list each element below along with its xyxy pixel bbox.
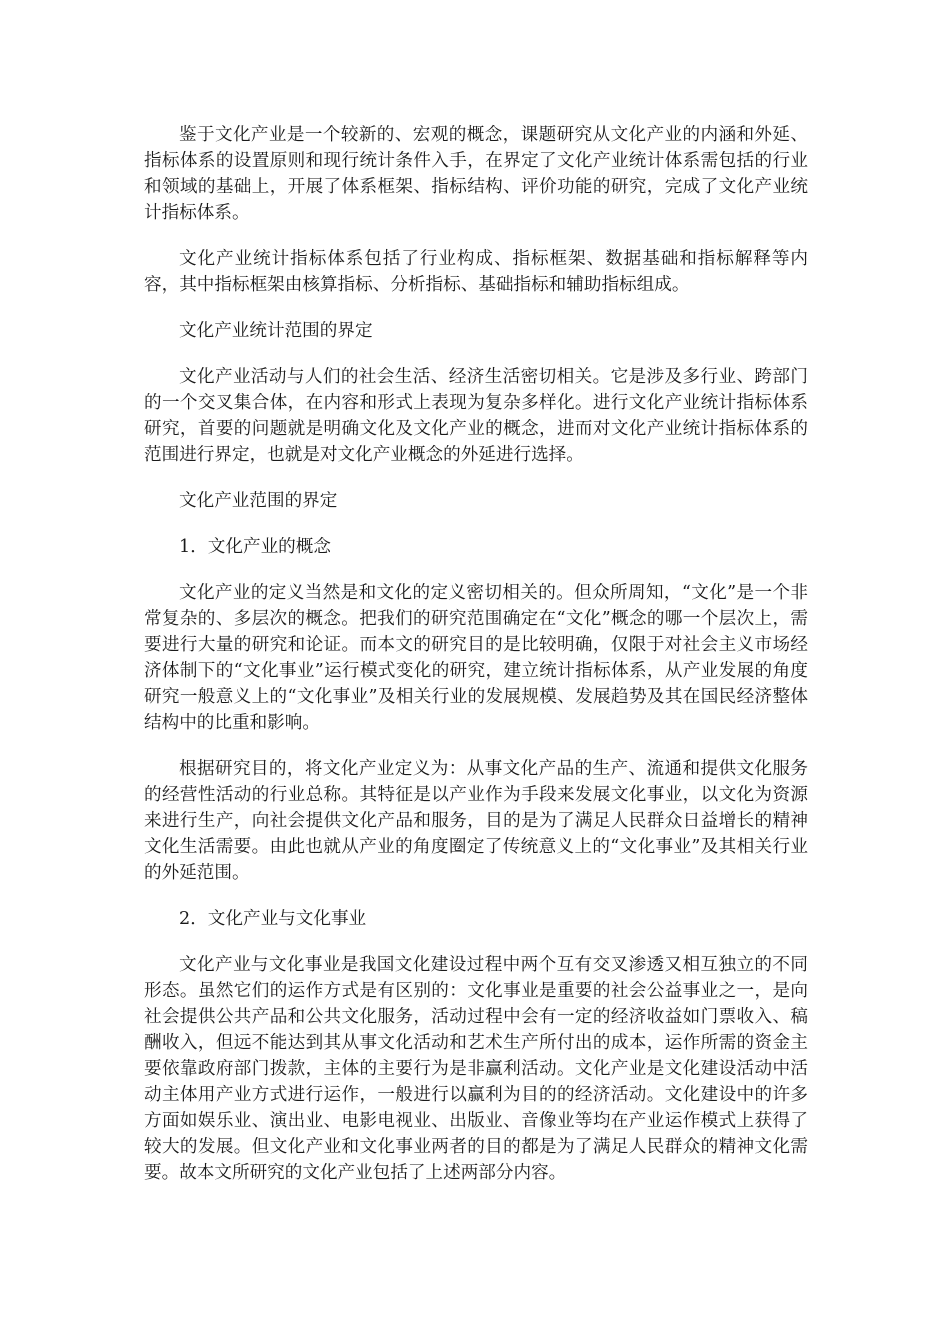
comparison-paragraph: 文化产业与文化事业是我国文化建设过程中两个互有交叉渗透又相互独立的不同形态。虽然它们的运作方式是有区别的：文化事业是重要的社会公益事业之一，是向社会提供公共产品和公共文化服务，活动过程中会有一定的经济收益如门票收入、稿酬收入，但远不能达到其从事文化活动和艺术生产所付出的成本，运作所需的资金主要依靠政府部门拨款，主体的主要行为是非赢利活动。文化产业是文化建设活动中活动主体用产业方式进行运作，一般进行以赢利为目的的经济活动。文化建设中的许多方面如娱乐业、演出业、电影电视业、出版业、音像业等均在产业运作模式上获得了较大的发展。但文化产业和文化事业两者的目的都是为了满足人民群众的精神文化需要。故本文所研究的文化产业包括了上述两部分内容。 (144, 955, 808, 1183)
definition-paragraph: 根据研究目的，将文化产业定义为：从事文化产品的生产、流通和提供文化服务的经营性活动的行业总称。其特征是以产业作为手段来发展文化事业，以文化为资源来进行生产，向社会提供文化产品和服务，目的是为了满足人民群众日益增长的精神文化生活需要。由此也就从产业的角度圈定了传统意义上的“文化事业”及其相关行业的外延范围。 (144, 759, 808, 883)
framework-paragraph: 文化产业统计指标体系包括了行业构成、指标框架、数据基础和指标解释等内容，其中指标框架由核算指标、分析指标、基础指标和辅助指标组成。 (144, 249, 808, 295)
section-heading-industry-scope: 文化产业范围的界定 (179, 491, 338, 511)
document-page (144, 122, 808, 1186)
concept-paragraph: 文化产业的定义当然是和文化的定义密切相关的。但众所周知，“文化”是一个非常复杂的、多层次的概念。把我们的研究范围确定在“文化”概念的哪一个层次上，需要进行大量的研究和论证。而本文的研究目的是比较明确，仅限于对社会主义市场经济体制下的“文化事业”运行模式变化的研究，建立统计指标体系，从产业发展的角度研究一般意义上的“文化事业”及相关行业的发展规模、发展趋势及其在国民经济整体结构中的比重和影响。 (144, 583, 808, 733)
subsection-heading-concept: 1．文化产业的概念 (179, 537, 331, 557)
subsection-heading-industry-vs-undertaking: 2．文化产业与文化事业 (179, 909, 367, 929)
section-heading-scope: 文化产业统计范围的界定 (179, 321, 373, 341)
intro-paragraph: 鉴于文化产业是一个较新的、宏观的概念，课题研究从文化产业的内涵和外延、指标体系的设置原则和现行统计条件入手，在界定了文化产业统计体系需包括的行业和领域的基础上，开展了体系框架、指标结构、评价功能的研究，完成了文化产业统计指标体系。 (144, 125, 808, 223)
scope-paragraph: 文化产业活动与人们的社会生活、经济生活密切相关。它是涉及多行业、跨部门的一个交叉集合体，在内容和形式上表现为复杂多样化。进行文化产业统计指标体系研究，首要的问题就是明确文化及文化产业的概念，进而对文化产业统计指标体系的范围进行界定，也就是对文化产业概念的外延进行选择。 (144, 367, 808, 465)
